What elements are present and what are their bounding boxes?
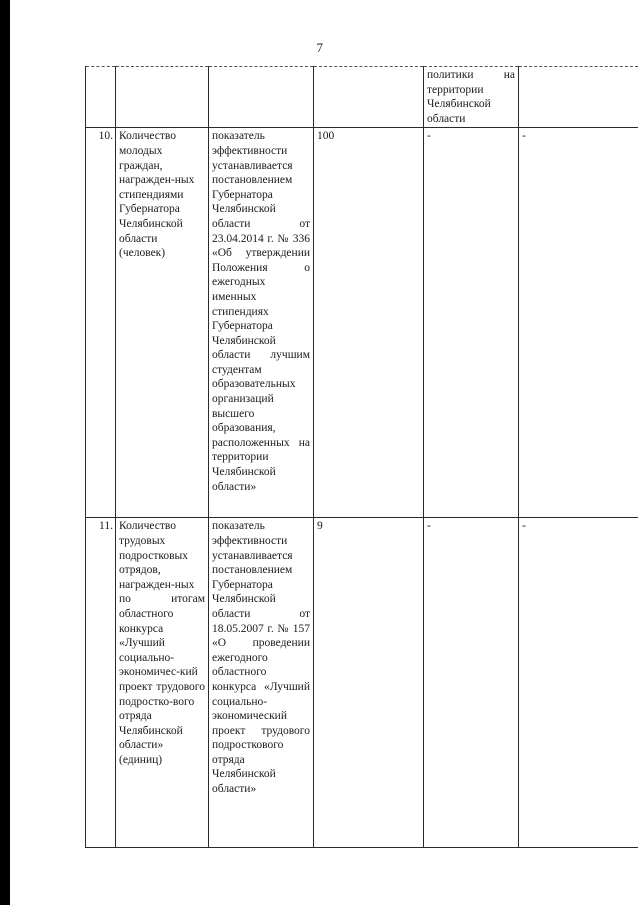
cell-value	[314, 67, 424, 128]
cell-num: 10.	[86, 128, 116, 518]
cell-indicator-name: Количество трудовых подростковых отрядов, награжден-ных по итогам областного конкурса «Лучший социально-экономичес-кий проект трудового подростко-вого отряда Челябинской области» (единиц)	[116, 518, 209, 848]
cell-col5: -	[424, 518, 519, 848]
cell-num	[86, 67, 116, 128]
cell-col5: политики на территории Челябинской области	[424, 67, 519, 128]
cell-value: 9	[314, 518, 424, 848]
cell-col6: -	[519, 518, 638, 848]
cell-col6	[519, 67, 638, 128]
cell-basis	[209, 67, 314, 128]
table-row-continuation	[86, 67, 638, 128]
table-row	[86, 128, 638, 518]
cell-value: 100	[314, 128, 424, 518]
cell-indicator-name: Количество молодых граждан, награжден-ных стипендиями Губернатора Челябинской области (человек)	[116, 128, 209, 518]
cell-basis: показатель эффективности устанавливается постановлением Губернатора Челябинской области от 23.04.2014 г. № 336 «Об утверждении Положения о ежегодных именных стипендиях Губернатора Челябинской области лучшим студентам образовательных организаций высшего образования, расположенных на территории Челябинской области»	[209, 128, 314, 518]
cell-num: 11.	[86, 518, 116, 848]
table-row	[86, 518, 638, 848]
indicators-table	[85, 66, 638, 848]
cell-col5: -	[424, 128, 519, 518]
page-number: 7	[316, 40, 324, 55]
scan-edge-bar	[0, 0, 10, 905]
cell-indicator-name	[116, 67, 209, 128]
cell-col6: -	[519, 128, 638, 518]
cell-basis: показатель эффективности устанавливается постановлением Губернатора Челябинской области от 18.05.2007 г. № 157 «О проведении ежегодного областного конкурса «Лучший социально-экономический проект трудового подросткового отряда Челябинской области»	[209, 518, 314, 848]
